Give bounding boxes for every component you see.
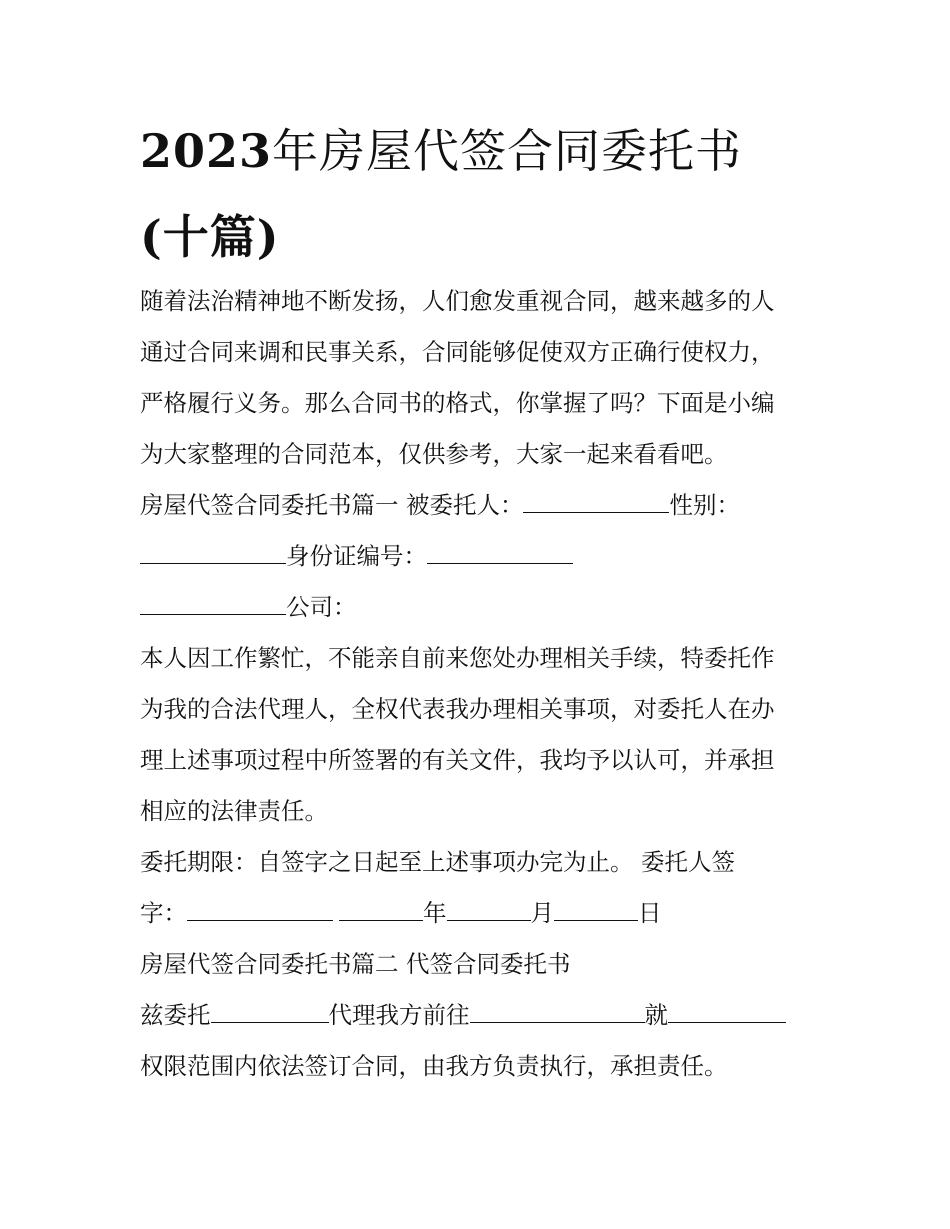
trustee-label: 房屋代签合同委托书篇一 被委托人：	[140, 491, 524, 519]
title-line-1	[140, 108, 840, 194]
document-title	[140, 108, 840, 280]
gender-blank	[140, 541, 286, 564]
signature-blank	[187, 898, 333, 921]
body-line-2: 为我的合法代理人，全权代表我办理相关事项，对委托人在办	[140, 695, 775, 723]
year-label: 年	[423, 899, 447, 927]
term-line: 委托期限：自签字之日起至上述事项办完为止。 委托人签	[140, 848, 735, 876]
year-blank	[339, 898, 423, 921]
day-blank	[554, 898, 638, 921]
body-line-3: 理上述事项过程中所签署的有关文件，我均予以认可，并承担	[140, 746, 775, 774]
company-line	[140, 582, 820, 633]
entrust-line	[140, 990, 820, 1041]
intro-line-4: 为大家整理的合同范本，仅供参考，大家一起来看看吧。	[140, 440, 728, 468]
trustee-line	[140, 480, 820, 531]
gender-label: 性别：	[669, 491, 740, 519]
body-line-4: 相应的法律责任。	[140, 797, 328, 825]
agent-blank	[211, 1000, 329, 1023]
day-label: 日	[638, 899, 662, 927]
intro-line-2: 通过合同来调和民事关系，合同能够促使双方正确行使权力，	[140, 338, 775, 366]
month-blank	[447, 898, 531, 921]
destination-blank	[470, 1000, 645, 1023]
section-2-heading: 房屋代签合同委托书篇二 代签合同委托书	[140, 950, 571, 978]
title-text: 年房屋代签合同委托书	[272, 124, 743, 178]
id-number-line	[140, 531, 820, 582]
month-label: 月	[530, 899, 554, 927]
id-number-label: 身份证编号：	[286, 542, 427, 570]
company-label: 公司：	[286, 593, 357, 621]
signature-label: 字：	[140, 899, 187, 927]
body-line-1: 本人因工作繁忙，不能亲自前来您处办理相关手续，特委托作	[140, 644, 775, 672]
title-year: 2023	[140, 124, 273, 178]
entrust-label: 兹委托	[140, 1001, 211, 1029]
regarding-label: 就	[644, 1001, 668, 1029]
title-line-2	[140, 194, 840, 280]
matter-blank	[668, 1000, 786, 1023]
trustee-name-blank	[523, 490, 669, 513]
title-subtitle: (十篇)	[140, 210, 280, 264]
company-prefix-blank	[140, 592, 286, 615]
intro-line-3: 严格履行义务。那么合同书的格式，你掌握了吗？下面是小编	[140, 389, 775, 417]
id-number-blank	[427, 541, 573, 564]
agent-purpose-label: 代理我方前往	[328, 1001, 470, 1029]
signature-line	[140, 888, 820, 939]
authority-line: 权限范围内依法签订合同，由我方负责执行，承担责任。	[140, 1052, 728, 1080]
document-body	[140, 276, 820, 1092]
intro-line-1: 随着法治精神地不断发扬，人们愈发重视合同，越来越多的人	[140, 287, 775, 315]
